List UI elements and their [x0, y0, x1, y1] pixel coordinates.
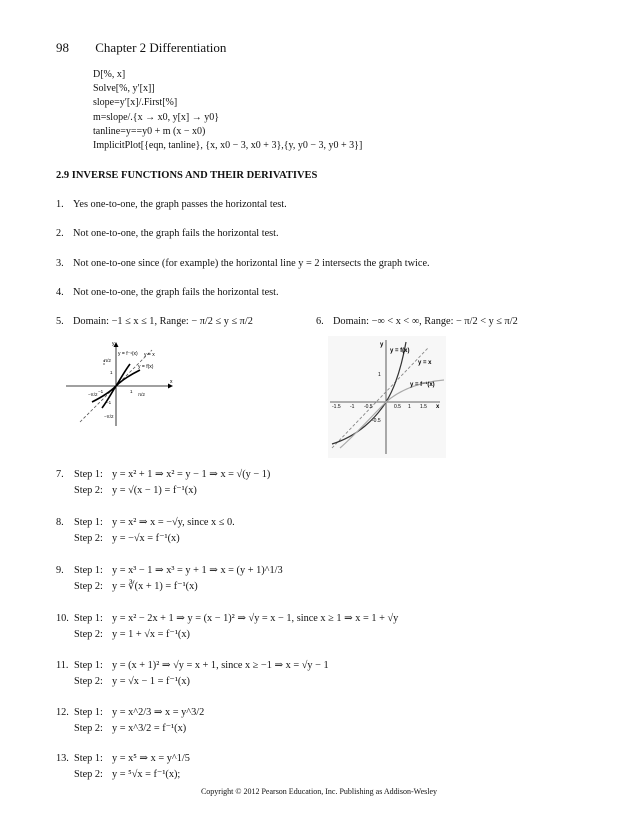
tick-label: -1.5: [332, 404, 341, 410]
tick-label: 1: [378, 372, 381, 378]
problem-4: 4. Not one-to-one, the graph fails the horizontal test.: [56, 287, 279, 298]
problem-5: 5. Domain: −1 ≤ x ≤ 1, Range: − π/2 ≤ y ≤ π/2: [56, 316, 253, 327]
code-line: Solve[%, y′[x]]: [93, 83, 155, 95]
code-line: slope=y′[x]/.First[%]: [93, 97, 178, 109]
code-line: ImplicitPlot[{eqn, tanline}, {x, x0 − 3, x0 + 3},{y, y0 − 3, y0 + 3}]: [93, 140, 363, 152]
tick-label: -0.5: [372, 418, 381, 424]
problem-13: 13. Step 1: y = x⁵ ⇒ x = y^1/5 Step 2: y = ⁵√x = f⁻¹(x);: [56, 753, 190, 780]
label-inverse: y = f⁻¹(x): [118, 351, 138, 357]
graph-inverse-function: [328, 336, 446, 458]
y-axis-label: y: [112, 341, 115, 347]
tick-label: −1: [106, 400, 112, 405]
tick-label: 1: [408, 404, 411, 410]
label-f: y = f(x): [390, 348, 410, 354]
problem-12: 12. Step 1: y = x^2/3 ⇒ x = y^3/2 Step 2: y = x^3/2 = f⁻¹(x): [56, 707, 205, 734]
tick-label: -1: [350, 404, 355, 410]
problem-9: 9. Step 1: y = x³ − 1 ⇒ x³ = y + 1 ⇒ x = (y + 1)^1/3 Step 2: y = ∛(x + 1) = f⁻¹(x): [56, 565, 283, 592]
problem-11: 11. Step 1: y = (x + 1)² ⇒ √y = x + 1, since x ≥ −1 ⇒ x = √y − 1 Step 2: y = √x − 1 = f⁻¹(x): [56, 660, 329, 687]
problem-1: 1. Yes one-to-one, the graph passes the horizontal test.: [56, 199, 287, 210]
label-inverse: y = f⁻¹(x): [410, 382, 435, 388]
copyright-footer: Copyright © 2012 Pearson Education, Inc. Publishing as Addison-Wesley: [200, 787, 438, 796]
label-f: y = f(x): [138, 364, 154, 370]
problem-6: 6. Domain: −∞ < x < ∞, Range: − π/2 < y ≤ π/2: [316, 316, 518, 327]
tick-label: -0.5: [364, 404, 373, 410]
graph-inverse-sine: [66, 338, 176, 428]
tick-label: 1: [110, 370, 113, 375]
problem-8: 8. Step 1: y = x² ⇒ x = −√y, since x ≤ 0. Step 2: y = −√x = f⁻¹(x): [56, 517, 235, 544]
y-axis-label: y: [380, 342, 384, 348]
chapter-title: Chapter 2 Differentiation: [95, 40, 227, 55]
code-line: m=slope/.{x → x0, y[x] → y0}: [93, 111, 220, 123]
tick-label: −π/2: [88, 392, 98, 397]
label-identity: y = x: [144, 352, 155, 358]
tick-label: 1.5: [420, 404, 427, 410]
tick-label: 1: [130, 389, 133, 394]
page-header: [56, 40, 226, 56]
tick-label: π/2: [104, 358, 111, 363]
x-axis-label: x: [170, 379, 173, 385]
page-number: 98: [56, 40, 69, 55]
section-title: 2.9 INVERSE FUNCTIONS AND THEIR DERIVATIVES: [56, 170, 318, 181]
problem-3: 3. Not one-to-one since (for example) the horizontal line y = 2 intersects the graph twice.: [56, 258, 430, 269]
tick-label: 0.5: [394, 404, 401, 410]
label-identity: y = x: [418, 360, 432, 366]
problem-7: 7. Step 1: y = x² + 1 ⇒ x² = y − 1 ⇒ x = √(y − 1) Step 2: y = √(x − 1) = f⁻¹(x): [56, 469, 271, 496]
code-line: D[%, x]: [93, 69, 126, 80]
problem-2: 2. Not one-to-one, the graph fails the horizontal test.: [56, 228, 279, 239]
x-axis-label: x: [436, 404, 440, 410]
code-block: [93, 68, 362, 153]
problem-10: 10. Step 1: y = x² − 2x + 1 ⇒ y = (x − 1)² ⇒ √y = x − 1, since x ≥ 1 ⇒ x = 1 + √y Step 2: y = 1 + √x = f⁻¹(x): [56, 613, 399, 640]
code-line: tanline=y==y0 + m (x − x0): [93, 125, 206, 137]
tick-label: π/2: [138, 392, 145, 397]
tick-label: −1: [98, 389, 104, 394]
tick-label: −π/2: [104, 414, 114, 419]
